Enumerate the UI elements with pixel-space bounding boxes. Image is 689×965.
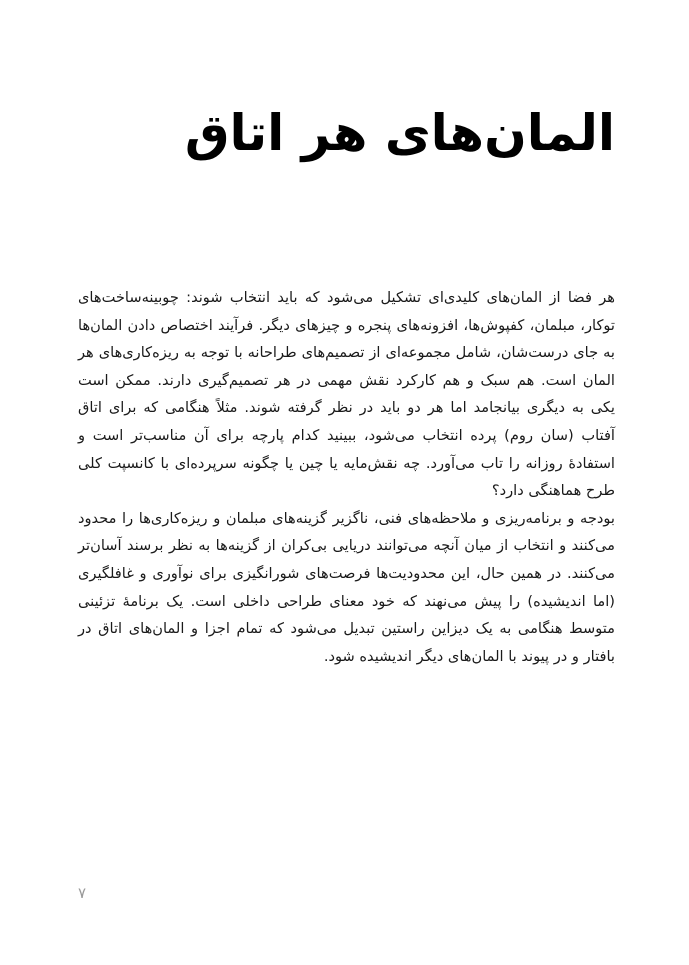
body-text (78, 284, 615, 670)
body-paragraph: بودجه و برنامه‌ریزی و ملاحظه‌های فنی، ناگزیر گزینه‌های مبلمان و ریزه‌کاری‌ها را محدود می‌کنند و انتخاب از میان آنچه می‌توانند دریایی بی‌کران از گزینه‌ها به نظر برسند آسان‌تر می‌کنند. در همین حال، این محدودیت‌ها فرصت‌های شورانگیزی برای نوآوری و غافلگیری (اما اندیشیده) را پیش می‌نهند که خود معنای طراحی داخلی است. یک برنامهٔ تزئینی متوسط هنگامی به یک دیزاین راستین تبدیل می‌شود که تمام اجزا و المان‌های اتاق در بافتار و در پیوند با المان‌های دیگر اندیشیده شود. (78, 509, 615, 665)
chapter-title: المان‌های هر اتاق (184, 104, 615, 162)
body-paragraph: هر فضا از المان‌های کلیدی‌ای تشکیل می‌شود که باید انتخاب شوند: چوبینه‌ساخت‌های توکار، مبلمان، کفپوش‌ها، افزونه‌های پنجره و چیزهای دیگر. فرآیند اختصاص دادن المان‌ها به جای درست‌شان، شامل مجموعه‌ای از تصمیم‌های طراحانه با توجه به ریزه‌کاری‌های هر المان است. هم سبک و هم کارکرد نقش مهمی در هر تصمیم‌گیری دارند. ممکن است یکی به دیگری بیانجامد اما هر دو باید در نظر گرفته شوند. مثلاً هنگامی که برای اتاق آفتاب (سان روم) پرده انتخاب می‌شود، ببینید کدام پارچه برای آن مناسب‌تر است و استفادهٔ روزانه را تاب می‌آورد. چه نقش‌مایه یا چین یا چگونه سرپرده‌ای با کانسپت کلی طرح هماهنگی دارد؟ (78, 289, 615, 500)
page-number: ۷ (78, 884, 87, 902)
